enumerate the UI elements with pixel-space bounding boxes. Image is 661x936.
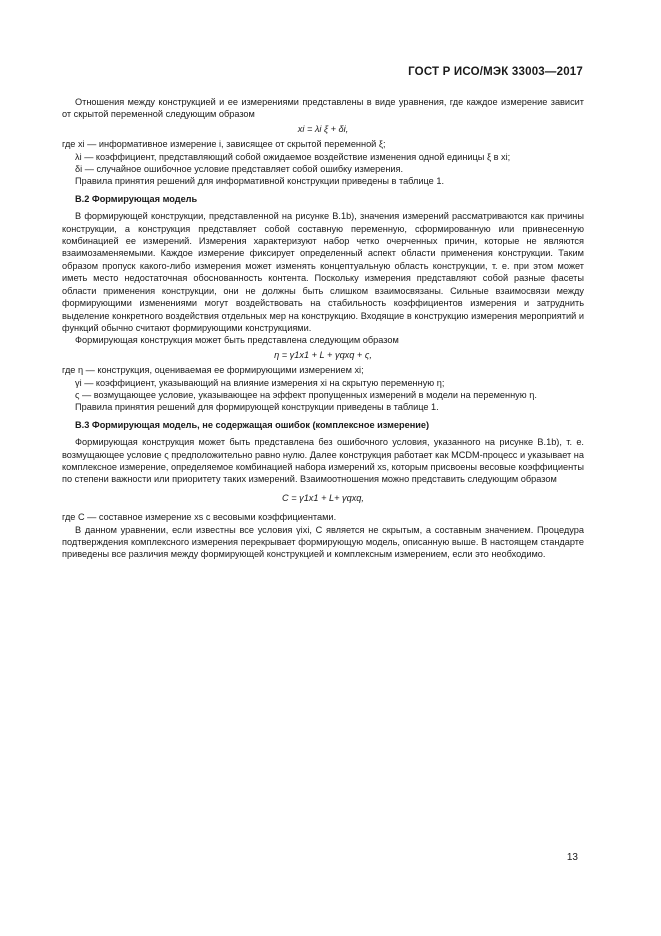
- paragraph-formative-model: В формирующей конструкции, представленной на рисунке В.1b), значения измерений рассматриваются как причины конструкции, а конструкция представляет собой составную переменную, сформированную или привнесенную комбинацией ее измерений. Измерения характеризуют набор четко очерченных причин, которые не являются взаимозаменяемыми. Каждое измерение фиксирует определенный аспект области применения конструкции. Таким образом пропуск какого-либо измерения может изменять концептуальную область конструкции, т. е. при этом может иметь место недостаточная обоснованность контента. Поскольку измерения представляют собой разные фасеты области применения конструкции, они не должны быть слишком взаимосвязаны. Сильные взаимосвязи между формирующими изменениями могут воздействовать на стабильность коэффициентов измерения и затруднить выделение конкретного воздействия отдельных мер на конструкцию. Входящие в конструкцию измерения мероприятий и функций обычно считают формирующими конструкциями.: [62, 211, 584, 333]
- definition-gamma: γi — коэффициент, указывающий на влияние измерения xi на скрытую переменную η;: [75, 377, 445, 388]
- definition-eta: где η — конструкция, оцениваемая ее формирующими измерением xi;: [62, 365, 364, 376]
- document-body: [62, 96, 584, 561]
- document-header: ГОСТ Р ИСО/МЭК 33003—2017: [408, 66, 583, 78]
- paragraph-reflective-relation: Отношения между конструкцией и ее измерениями представлены в виде уравнения, где каждое измерение зависит от скрытой переменной следующим образом: [62, 97, 584, 120]
- formula-formative: η = γ1x1 + L + γqxq + ς,: [274, 349, 372, 360]
- paragraph-formative-intro: Формирующая конструкция может быть представлена следующим образом: [75, 335, 399, 346]
- definition-c: где C — составное измерение xs с весовыми коэффициентами.: [62, 512, 337, 523]
- section-heading-b2: В.2 Формирующая модель: [75, 193, 198, 204]
- paragraph-reflective-rules: Правила принятия решений для информативной конструкции приведены в таблице 1.: [75, 176, 445, 187]
- paragraph-formative-rules: Правила принятия решений для формирующей конструкции приведены в таблице 1.: [75, 402, 439, 413]
- formula-reflective: xi = λi ξ + δi,: [297, 123, 349, 134]
- definition-lambda: λi — коэффициент, представляющий собой ожидаемое воздействие изменения одной единицы ξ в xi;: [75, 151, 511, 162]
- paragraph-composite-model: Формирующая конструкция может быть представлена без ошибочного условия, указанного на рисунке В.1b), т. е. возмущающее условие ς предположительно равно нулю. Далее конструкция работает как MCDM-процесс и указывает на комплексное измерение, определяемое комбинацией набора измерений xs, которым присвоены весовые коэффициенты по степени важности или приоритету таких измерений. Взаимоотношения можно представить следующим образом: [62, 437, 584, 485]
- definition-zeta: ς — возмущающее условие, указывающее на эффект пропущенных измерений в модели на переменную η.: [75, 389, 537, 400]
- paragraph-composite-conclusion: В данном уравнении, если известны все условия γixi, C является не скрытым, а составным значением. Процедура подтверждения комплексного измерения перекрывает формирующую модель, описанную выше. В настоящем стандарте приведены все различия между формирующей конструкцией и комплексным измерением, если это необходимо.: [62, 524, 584, 560]
- page-number: 13: [566, 852, 578, 863]
- definition-xi: где xi — информативное измерение i, зависящее от скрытой переменной ξ;: [62, 139, 386, 150]
- section-heading-b3: В.3 Формирующая модель, не содержащая ошибок (комплексное измерение): [75, 419, 430, 430]
- definition-delta: δi — случайное ошибочное условие представляет собой ошибку измерения.: [75, 164, 404, 175]
- formula-composite: C = γ1x1 + L+ γqxq,: [282, 492, 364, 503]
